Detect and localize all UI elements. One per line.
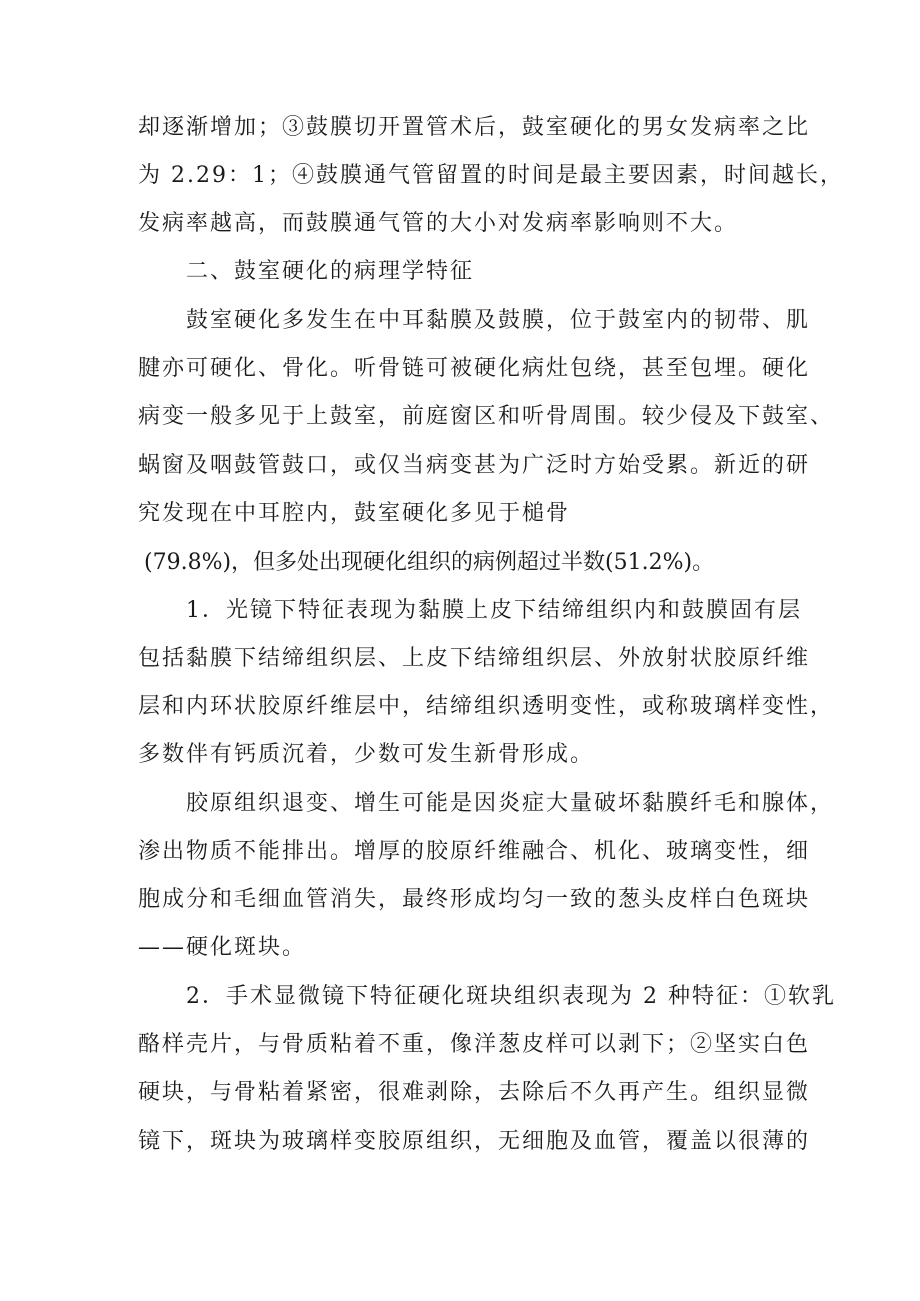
section-heading: 二、鼓室硬化的病理学特征 — [186, 259, 475, 284]
text-line: 包括黏膜下结缔组织层、上皮下结缔组织层、外放射状胶原纤维 — [138, 646, 811, 671]
text-line: 却逐渐增加；③鼓膜切开置管术后，鼓室硬化的男女发病率之比 — [138, 115, 811, 140]
text-line: 渗出物质不能排出。增厚的胶原纤维融合、机化、玻璃变性，细 — [138, 839, 811, 864]
text-line: 胶原组织退变、增生可能是因炎症大量破坏黏膜纤毛和腺体， — [186, 791, 835, 816]
text-line: 发病率越高，而鼓膜通气管的大小对发病率影响则不大。 — [138, 211, 739, 236]
text-line: 病变一般多见于上鼓室，前庭窗区和听骨周围。较少侵及下鼓室、 — [138, 404, 835, 429]
text-line: 多数伴有钙质沉着，少数可发生新骨形成。 — [138, 742, 595, 767]
text-line: 层和内环状胶原纤维层中，结缔组织透明变性，或称玻璃样变性， — [138, 694, 835, 719]
text-line: 蜗窗及咽鼓管鼓口，或仅当病变甚为广泛时方始受累。新近的研 — [138, 453, 811, 478]
text-line: (79.8%)，但多处出现硬化组织的病例超过半数(51.2%)。 — [144, 550, 715, 575]
text-line: 鼓室硬化多发生在中耳黏膜及鼓膜，位于鼓室内的韧带、肌 — [186, 308, 811, 333]
text-line: ——硬化斑块。 — [138, 935, 307, 960]
text-line: 胞成分和毛细血管消失，最终形成均匀一致的葱头皮样白色斑块 — [138, 887, 811, 912]
text-line: 硬块，与骨粘着紧密，很难剥除，去除后不久再产生。组织显微 — [138, 1080, 811, 1105]
text-line: 究发现在中耳腔内，鼓室硬化多见于槌骨 — [138, 501, 571, 526]
text-line: 2．手术显微镜下特征硬化斑块组织表现为 2 种特征：①软乳 — [186, 984, 836, 1009]
text-line: 镜下，斑块为玻璃样变胶原组织，无细胞及血管，覆盖以很薄的 — [138, 1129, 811, 1154]
text-line: 酪样壳片，与骨质粘着不重，像洋葱皮样可以剥下；②坚实白色 — [138, 1032, 811, 1057]
text-line: 腱亦可硬化、骨化。听骨链可被硬化病灶包绕，甚至包埋。硬化 — [138, 356, 811, 381]
text-line: 1．光镜下特征表现为黏膜上皮下结缔组织内和鼓膜固有层 — [186, 598, 802, 623]
text-line: 为 2.29：1；④鼓膜通气管留置的时间是最主要因素，时间越长， — [138, 163, 844, 188]
